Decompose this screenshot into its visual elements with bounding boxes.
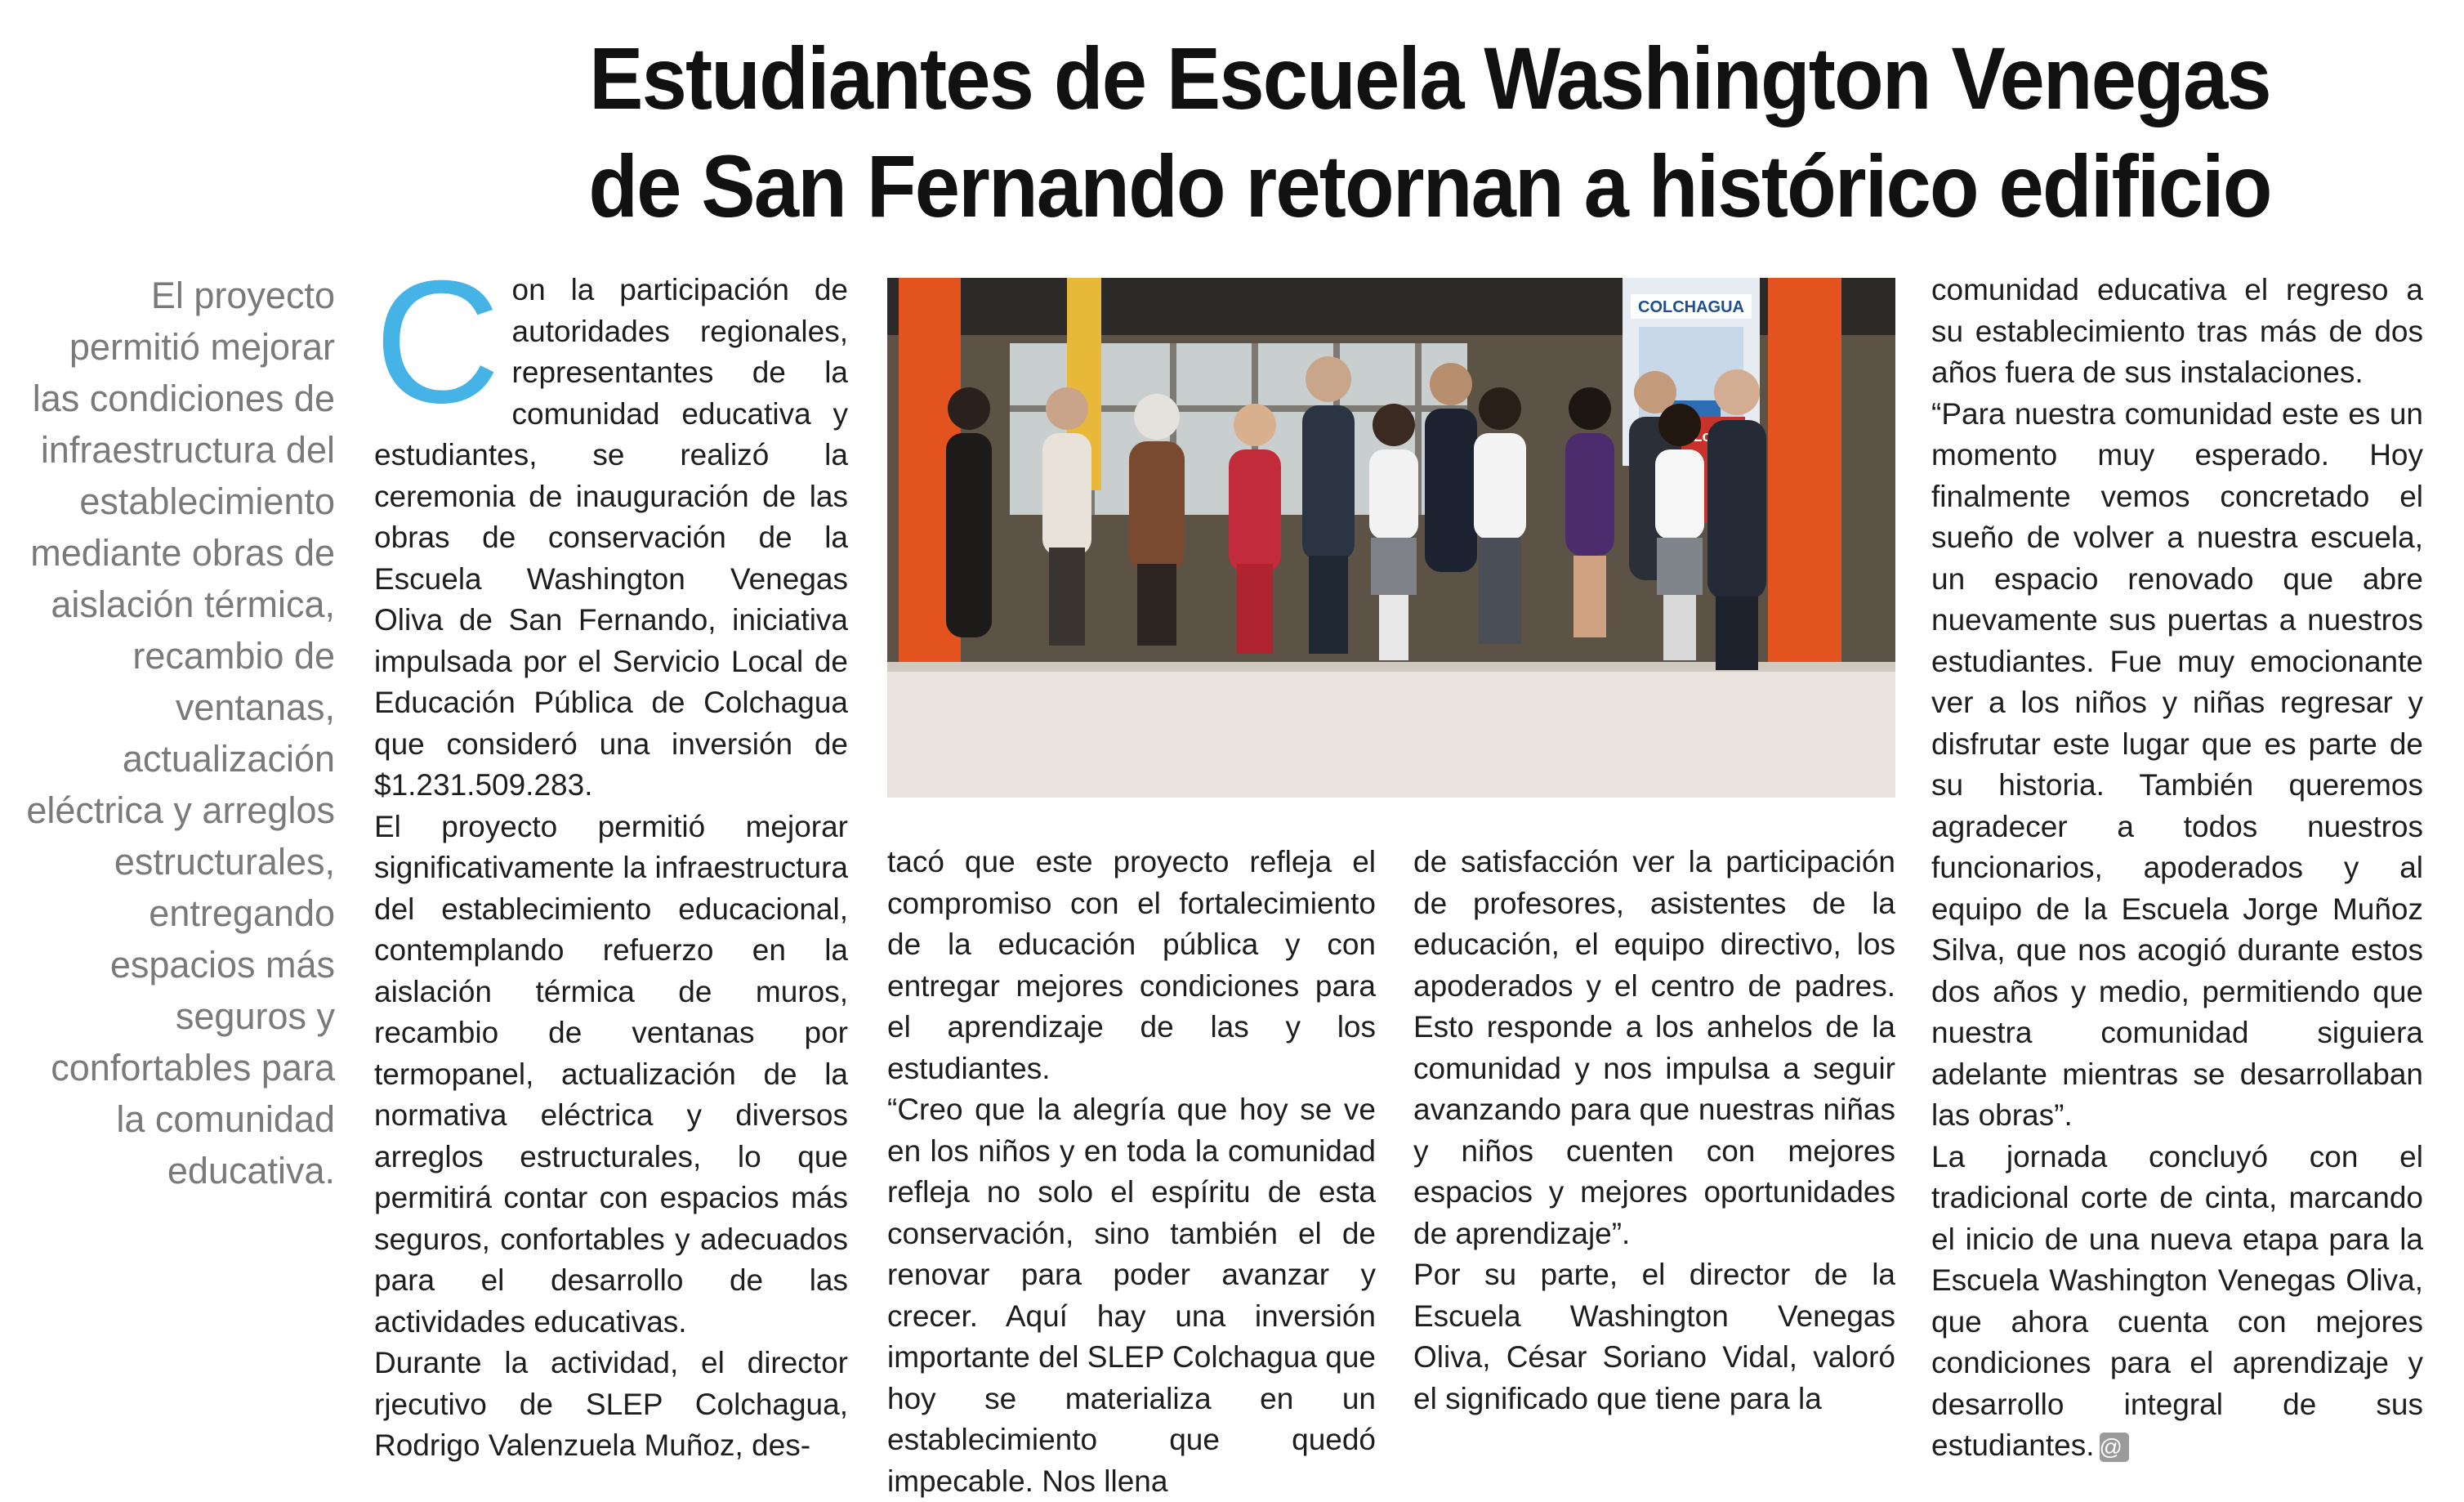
article-column-4 — [1931, 270, 2423, 1467]
event-photo — [887, 278, 1895, 798]
paragraph: Durante la actividad, el director rjecutivo de SLEP Colchagua, Rodrigo Valenzuela Muñoz, des- — [374, 1346, 848, 1462]
closing-paragraph-text: La jornada concluyó con el tradicional corte de cinta, marcando el inicio de una nueva etapa para la Escuela Washington Venegas Oliva, que ahora cuenta con mejores condiciones para el aprendizaje y desarrollo integral de sus estudiantes. — [1931, 1139, 2423, 1462]
headline-line-2: de San Fernando retornan a histórico edificio — [588, 136, 2271, 235]
pull-quote: El proyecto permitió mejorar las condiciones de infraestructura del establecimiento mediante obras de aislación térmica, recambio de ventanas, actualización eléctrica y arreglos estructurales, entregando espacios más seguros y confortables para la comunidad educativa. — [26, 275, 335, 1191]
drop-cap: C — [374, 244, 501, 440]
article-headline — [535, 25, 2324, 240]
group-photo-illustration — [887, 278, 1895, 798]
paragraph: tacó que este proyecto refleja el compromiso con el fortalecimiento de la educación pública y con entregar mejores condiciones para el aprendizaje de las y los estudiantes. — [887, 845, 1376, 1085]
article-column-2 — [887, 842, 1376, 1502]
paragraph: Por su parte, el director de la Escuela Washington Venegas Oliva, César Soriano Vidal, valoró el significado que tiene para la — [1413, 1258, 1895, 1415]
paragraph: “Para nuestra comunidad este es un momento muy esperado. Hoy finalmente vemos concretado el sueño de volver a nuestra escuela, un espacio renovado que abre nuevamente sus puertas a nuestros estudiantes. Fue muy emocionante ver a los niños y niñas regresar y disfrutar este lugar que es parte de su historia. También queremos agradecer a todos nuestros funcionarios, apoderados y al equipo de la Escuela Jorge Muñoz Silva, que nos acogió durante estos dos años y medio, permitiendo que nuestra comunidad siguiera adelante mientras se desarrollaban las obras”. — [1931, 396, 2423, 1132]
banner-text: COLCHAGUA — [1638, 298, 1744, 316]
paragraph — [1931, 1137, 2423, 1467]
headline-line-1: Estudiantes de Escuela Washington Venegas — [589, 29, 2270, 127]
paragraph: “Creo que la alegría que hoy se ve en los niños y en toda la comunidad refleja no solo el espíritu de esta conservación, sino también el de renovar para poder avanzar y crecer. Aquí hay una inversión importante del SLEP Colchagua que hoy se materializa en un establecimiento que quedó impecable. Nos llena — [887, 1093, 1376, 1498]
paragraph: comunidad educativa el regreso a su establecimiento tras más de dos años fuera de sus instalaciones. — [1931, 273, 2423, 389]
paragraph: El proyecto permitió mejorar significativamente la infraestructura del establecimiento educacional, contemplando refuerzo en la aislación térmica de muros, recambio de ventanas por termopanel, actualización de la normativa eléctrica y diversos arreglos estructurales, lo que permitirá contar con espacios más seguros, confortables y adecuados para el desarrollo de las actividades educativas. — [374, 809, 848, 1339]
article-column-1 — [374, 244, 848, 1467]
end-of-article-icon: @ — [2100, 1433, 2129, 1462]
article-column-3 — [1413, 842, 1895, 1419]
paragraph: de satisfacción ver la participación de profesores, asistentes de la educación, el equipo directivo, los apoderados y el centro de padres. Esto responde a los anhelos de la comunidad y nos impulsa a seguir avanzando para que nuestras niñas y niños cuenten con mejores espacios y mejores oportunidades de aprendizaje”. — [1413, 845, 1895, 1250]
paragraph: on la participación de autoridades regionales, representantes de la comunidad educativa y estudiantes, se realizó la ceremonia de inauguración de las obras de conservación de la Escuela Washington Venegas Oliva de San Fernando, iniciativa impulsada por el Servicio Local de Educación Pública de Colchagua que consideró una inversión de $1.231.509.283. — [374, 273, 848, 802]
